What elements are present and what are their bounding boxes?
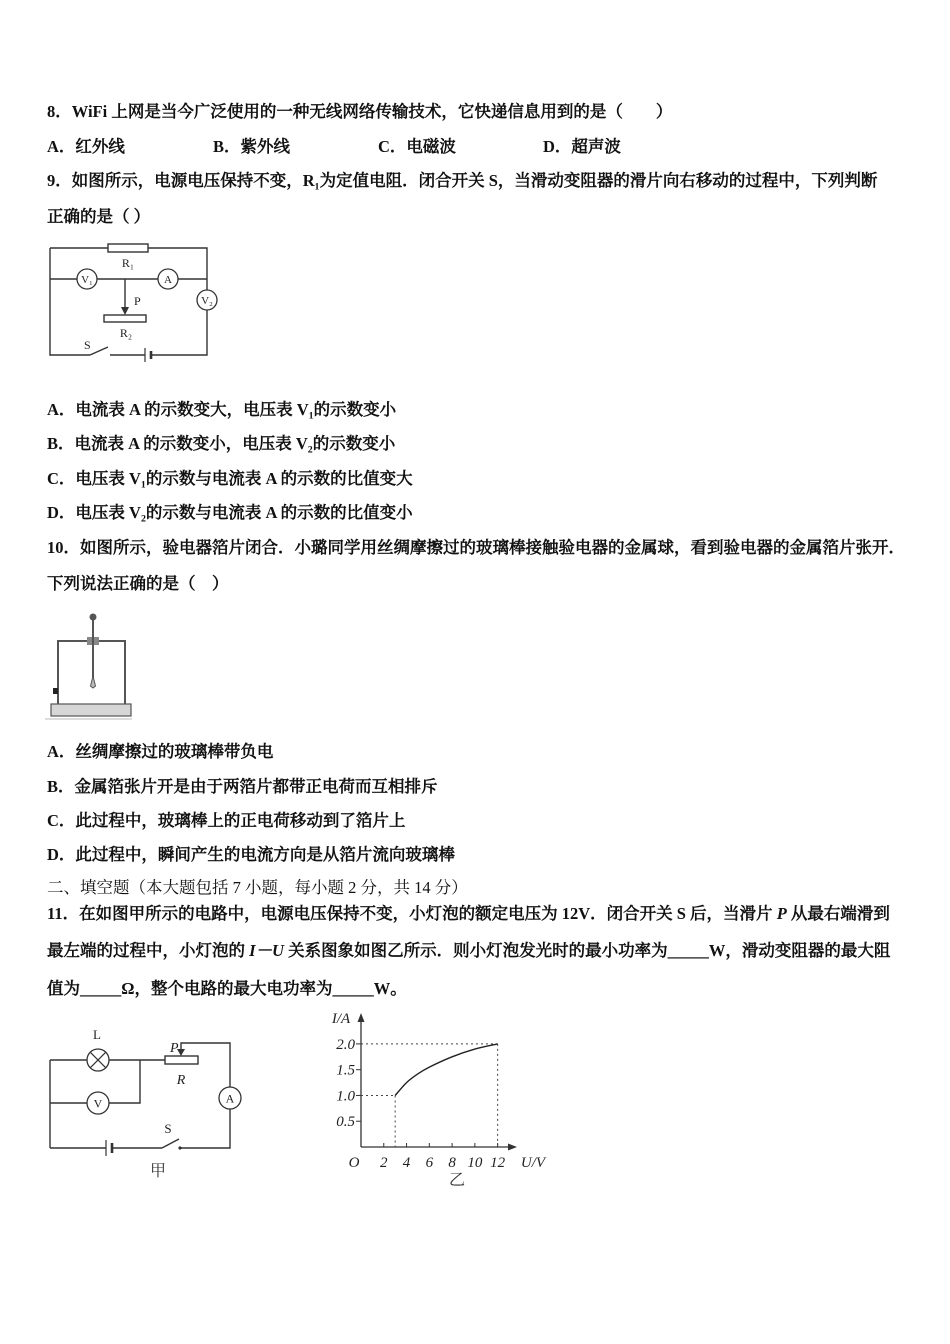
- q11-circuit-diagram: [44, 1022, 244, 1162]
- switch-contact: [178, 1146, 181, 1149]
- circuit-wire: [50, 1043, 230, 1148]
- x-tick-label: 8: [448, 1155, 456, 1171]
- x-tick-label: 2: [380, 1155, 388, 1171]
- q10-stem-line-2: 下列说法正确的是（ ）: [47, 574, 229, 593]
- ammeter-label: A: [164, 274, 172, 286]
- q11-line-2-tail: 关系图象如图乙所示．则小灯泡发光时的最小功率为_____W，滑动变阻器的最大阻: [283, 941, 891, 960]
- q9-stem-line-1: 9．如图所示，电源电压保持不变，R₁为定值电阻．闭合开关 S，当滑动变阻器的滑片向右移动的过程中，下列判断: [47, 171, 878, 190]
- switch-blade: [90, 347, 108, 355]
- x-tick-label: 10: [467, 1155, 483, 1171]
- rheostat-r2: [104, 315, 146, 322]
- origin-label: O: [348, 1155, 360, 1171]
- x-tick-label: 4: [402, 1155, 411, 1171]
- q9-stem-line-2: 正确的是（ ）: [47, 207, 151, 226]
- y-tick-label: 1.0: [336, 1088, 355, 1105]
- resistor-r1-label: R₁: [121, 256, 135, 270]
- slider-label: P: [170, 1041, 179, 1056]
- x-tick-label: 12: [490, 1155, 506, 1171]
- q10-stem-line-1: 10．如图所示，验电器箔片闭合．小璐同学用丝绸摩擦过的玻璃棒接触验电器的金属球，看到验电器的金属箔片张开．: [47, 538, 905, 557]
- section-heading: 二、填空题（本大题包括 7 小题，每小题 2 分，共 14 分）: [47, 878, 468, 897]
- voltmeter-v1-label: V₁: [81, 274, 93, 286]
- y-tick-label: 2.0: [336, 1036, 355, 1053]
- q8-option-c: C．电磁波: [378, 137, 456, 156]
- q8-option-b: B．紫外线: [213, 137, 291, 156]
- q10-option-d: D．此过程中，瞬间产生的电流方向是从箔片流向玻璃棒: [47, 845, 455, 864]
- lamp-label: L: [93, 1027, 101, 1042]
- y-tick-label: 0.5: [336, 1114, 355, 1131]
- resistor-r1: [108, 244, 148, 252]
- y-tick-label: 1.5: [336, 1062, 355, 1079]
- electroscope-base: [51, 704, 131, 716]
- figure-caption-jia: 甲: [150, 1163, 167, 1180]
- slider-arrowhead: [121, 307, 129, 315]
- q11-stem-line-1: [47, 904, 890, 924]
- x-tick-label: 6: [425, 1155, 434, 1171]
- x-axis-label: U/V: [520, 1155, 546, 1171]
- q10-option-a: A．丝绸摩擦过的玻璃棒带负电: [47, 742, 274, 761]
- x-axis-arrow: [508, 1144, 517, 1151]
- q11-line-2-text: 最左端的过程中，小灯泡的: [47, 941, 250, 960]
- q9-option-d: D．电压表 V₂的示数与电流表 A 的示数的比值变小: [47, 503, 413, 522]
- figure-caption-yi: 乙: [449, 1172, 466, 1189]
- electroscope-figure: [44, 610, 136, 722]
- switch-blade: [162, 1139, 179, 1148]
- q11-line-1-text: 11．在如图甲所示的电路中，电源电压保持不变，小灯泡的额定电压为 12V．闭合开关 S 后，当滑片: [47, 904, 777, 923]
- voltmeter-v2-label: V₂: [201, 295, 213, 307]
- electroscope-side-terminal: [53, 688, 58, 694]
- electroscope-metal-ball: [90, 614, 97, 621]
- q11-stem-line-3: 值为_____Ω，整个电路的最大电功率为_____W。: [47, 979, 407, 998]
- slider-label: P: [134, 294, 141, 308]
- electroscope-case: [58, 641, 125, 706]
- q9-option-b: B．电流表 A 的示数变小，电压表 V₂的示数变小: [47, 434, 396, 453]
- q11-variable-p: P: [776, 904, 787, 923]
- q8-option-d: D．超声波: [543, 137, 621, 156]
- y-axis-arrow: [358, 1013, 365, 1022]
- q9-option-a: A．电流表 A 的示数变大，电压表 V₁的示数变小: [47, 400, 397, 419]
- switch-label: S: [164, 1121, 172, 1136]
- rheostat: [165, 1056, 198, 1064]
- q9-option-c: C．电压表 V₁的示数与电流表 A 的示数的比值变大: [47, 469, 413, 488]
- q11-variable-iu: I－U: [249, 941, 284, 960]
- q11-line-1-tail: 从最右端滑到: [786, 904, 890, 923]
- q11-stem-line-2: [47, 941, 890, 961]
- q8-option-a: A．红外线: [47, 137, 125, 156]
- y-axis-label: I/A: [331, 1011, 351, 1027]
- q9-circuit-diagram: [44, 236, 224, 366]
- q10-option-c: C．此过程中，玻璃棒上的正电荷移动到了箔片上: [47, 811, 406, 830]
- electroscope-foil-leaves: [91, 676, 96, 688]
- iu-graph: [320, 1005, 560, 1175]
- rheostat-label: R: [176, 1073, 186, 1088]
- rheostat-r2-label: R₂: [119, 326, 133, 340]
- switch-label: S: [84, 338, 91, 352]
- iu-curve: [395, 1044, 497, 1096]
- ammeter-label: A: [225, 1091, 235, 1106]
- q10-option-b: B．金属箔张片开是由于两箔片都带正电荷而互相排斥: [47, 777, 438, 796]
- q8-stem: 8．WiFi 上网是当今广泛使用的一种无线网络传输技术，它快递信息用到的是（ ）: [47, 102, 673, 121]
- voltmeter-label: V: [93, 1096, 103, 1111]
